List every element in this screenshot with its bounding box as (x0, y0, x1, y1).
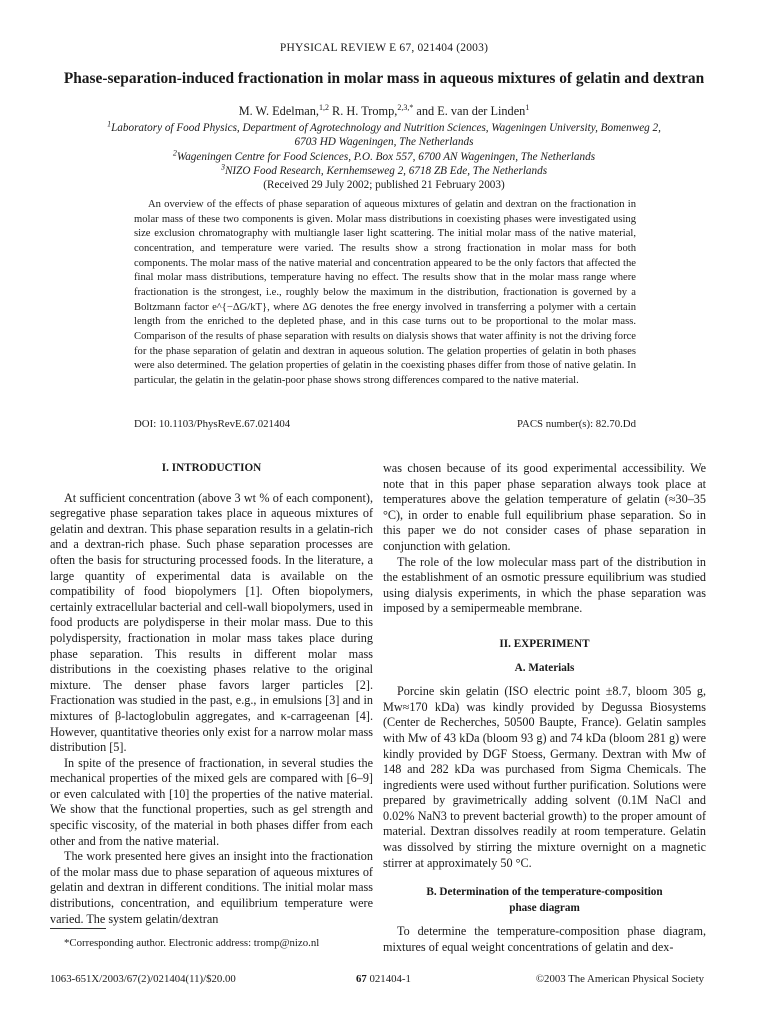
author-name: and E. van der Linden (413, 104, 526, 118)
footer-issn: 1063-651X/2003/67(2)/021404(11)/$20.00 (50, 973, 236, 985)
paragraph: The role of the low molecular mass part of the distribution in the establishment of an osmotic pressure equilibrium was studied using dialysis experiments, in which the phase separation was imposed by a semipermeable membrane. (383, 554, 706, 616)
subsection-heading-materials: A. Materials (514, 661, 575, 674)
author-affiliation-mark: 1 (525, 102, 530, 112)
subsection-heading-phase-diagram-cont: phase diagram (509, 901, 580, 914)
footer-page-number: 67 021404-1 (356, 973, 411, 985)
footer-copyright: ©2003 The American Physical Society (535, 973, 704, 985)
received-dates: (Received 29 July 2002; published 21 February 2003) (263, 179, 505, 191)
paragraph: was chosen because of its good experimental accessibility. We note that in this paper phase separation always took place at temperatures above the gelation temperature of gelatin (≈30–35 °C), in order to enable full equilibrium phase separation. So in this paper we do not consider cases of phase separation in conjunction with gelation. (383, 461, 706, 553)
affiliation-1: $^1$Laboratory of Food Physics, Department of Agrotechnology and Nutrition Sciences, Wageningen University, Bomenweg 2, (107, 119, 661, 134)
paragraph: The work presented here gives an insight into the fractionation of the molar mass due to phase separation of aqueous mixtures of gelatin and dextran in different conditions. The initial molar mass distributions, concentration, and equilibrium temperature were varied. The system gelatin/dextran (50, 849, 373, 926)
right-column (383, 461, 706, 956)
paragraph: In spite of the presence of fractionation, in several studies the mechanical properties of the mixed gels are compared with [6–9] or even calculated with [10] the properties of the native material. We show that the functional properties, such as gel strength and specific viscosity, of the material in both phases differ from each other and from the native material. (50, 755, 373, 848)
author-affiliation-mark: 2,3,* (397, 102, 414, 112)
section-heading-experiment: II. EXPERIMENT (499, 637, 590, 650)
section-heading-introduction: I. INTRODUCTION (161, 462, 262, 474)
left-column (50, 461, 373, 927)
paragraph: To determine the temperature-composition phase diagram, mixtures of equal weight concentrations of gelatin and dex- (383, 924, 706, 955)
affiliation-3: $^3$NIZO Food Research, Kernhemseweg 2, 6718 ZB Ede, The Netherlands (220, 162, 548, 177)
paragraph: Porcine skin gelatin (ISO electric point ±8.7, bloom 305 g, Mw≈170 kDa) was kindly provided by Degussa Biosystems (Center de Recherches, 50500 Baupte, France). Gelatin samples with Mw of 43 kDa (bloom 93 g) and 74 kDa (bloom 281 g) were kindly provided by DGF Stoess, Germany. Dextran with Mw of 148 and 282 kDa was purchased from Sigma Chemicals. The ingredients were used without further purification. Solutions were prepared by gravimetrically adding solvent (0.1M NaCl and 0.02% NaN3 to prevent bacterial growth) to the proper amount of material. Dextran dissolves readily at room temperature. Gelatin was dissolved by stirring the mixture overnight on a magnetic stirrer at approximately 50 °C. (383, 684, 706, 870)
paper-title: Phase-separation-induced fractionation in molar mass in aqueous mixtures of gelatin and dextran (63, 70, 705, 87)
abstract: An overview of the effects of phase separation of aqueous mixtures of gelatin and dextran on the fractionation in molar mass of these two components is given. Molar mass distributions in coexisting phases were investigated using size exclusion chromatography with multiangle laser light scattering. The initial molar mass of the native material, concentration, and temperature were varied. The results show a strong fractionation in molar mass for both components. The molar mass of the native material and concentration appeared to be the only factors that affected the final molar mass distributions, temperature having no effect. The results show that in the molar mass range where fractionation is the strongest, i.e., roughly below the maximum in the distribution, fractionation is governed by a Boltzmann factor e^{−ΔG/kT}, where ΔG denotes the free energy involved in transferring a polymer with a certain length from the enriched to the depleted phase, and in this case turns out to be proportional to the molar mass. Comparison of the results of phase separation with results on dialysis shows that water affinity is not the driving force for the phase separation of gelatin and dextran in aqueous solution. The gelation properties of gelatin in both phases were also determined. The gelation properties of gelatin in the coexisting phases differ from those of native gelatin. In particular, the gelatin in the gelatin-poor phase shows strong differences compared to the native material. (134, 199, 636, 386)
footnote-rule (50, 928, 106, 929)
author-affiliation-mark: 1,2 (318, 102, 329, 112)
subsection-heading-phase-diagram: B. Determination of the temperature-composition (426, 886, 663, 899)
paragraph: At sufficient concentration (above 3 wt % of each component), segregative phase separation takes place in aqueous mixtures of gelatin and dextran. This phase separation results in a gelatin-rich and a dextran-rich phase. Such phase separation processes are often the basis for structuring processed foods. In the literature, a large quantity of experimental data is available on the compatibility of food biopolymers [1]. Often biopolymers, certainly extracellular bacterial and cell-wall biopolymers, used in food products are polydisperse in their molar mass. Due to this polydispersity, fractionation in molar mass takes place during phase separation. This results in different molar mass distributions in the coexisting phases relative to the original mixture. The denser phase favors larger particles [2]. Fractionation was studied in the past, e.g., in emulsions [3] and in mixtures of β-lactoglobulin aggregates, and κ-carrageenan [4]. However, quantitative theories only exist for a narrow molar mass distribution [5]. (50, 490, 373, 755)
pacs-numbers: PACS number(s): 82.70.Dd (517, 418, 636, 430)
running-head: PHYSICAL REVIEW E 67, 021404 (2003) (279, 42, 489, 54)
footnote-corresponding-author: *Corresponding author. Electronic address: tromp@nizo.nl (64, 937, 320, 949)
doi: DOI: 10.1103/PhysRevE.67.021404 (134, 418, 291, 430)
affiliation-2: $^2$Wageningen Centre for Food Sciences, P.O. Box 557, 6700 AN Wageningen, The Netherlands (172, 148, 596, 163)
author-name: M. W. Edelman, (238, 104, 319, 118)
affiliation-1-cont: 6703 HD Wageningen, The Netherlands (294, 136, 474, 148)
author-list (60, 104, 708, 119)
author-name: R. H. Tromp, (328, 104, 398, 118)
